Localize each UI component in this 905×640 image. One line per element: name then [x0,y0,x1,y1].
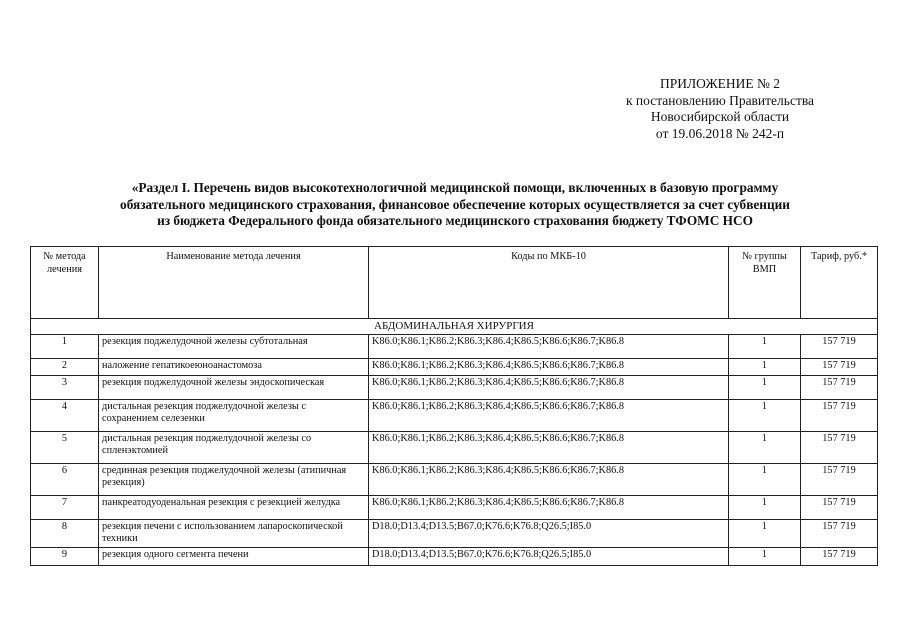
cell-vmp-group: 1 [729,375,801,399]
cell-tariff: 157 719 [801,547,878,565]
cell-method-name: резекция одного сегмента печени [99,547,369,565]
cell-tariff: 157 719 [801,519,878,547]
cell-method-number: 4 [31,399,99,431]
cell-tariff: 157 719 [801,334,878,358]
cell-tariff: 157 719 [801,358,878,375]
cell-vmp-group: 1 [729,519,801,547]
table-row [31,519,878,547]
cell-vmp-group: 1 [729,334,801,358]
header-vmp-group: № группы ВМП [729,247,801,319]
cell-method-name: панкреатодуоденальная резекция с резекцией желудка [99,495,369,519]
header-method-name: Наименование метода лечения [99,247,369,319]
cell-method-number: 3 [31,375,99,399]
appendix-line: от 19.06.2018 № 242-п [655,125,785,141]
cell-method-name: резекция поджелудочной железы эндоскопическая [99,375,369,399]
header-tariff: Тариф, руб.* [801,247,878,319]
document-title [40,180,870,230]
cell-icd-codes: K86.0;K86.1;K86.2;K86.3;K86.4;K86.5;K86.6;K86.7;K86.8 [369,463,729,495]
cell-vmp-group: 1 [729,431,801,463]
cell-method-number: 1 [31,334,99,358]
cell-vmp-group: 1 [729,547,801,565]
cell-icd-codes: K86.0;K86.1;K86.2;K86.3;K86.4;K86.5;K86.6;K86.7;K86.8 [369,334,729,358]
cell-vmp-group: 1 [729,463,801,495]
cell-method-number: 9 [31,547,99,565]
cell-icd-codes: D18.0;D13.4;D13.5;B67.0;K76.6;K76.8;Q26.5;I85.0 [369,519,729,547]
cell-method-number: 6 [31,463,99,495]
section-row [31,319,878,335]
appendix-line: ПРИЛОЖЕНИЕ № 2 [659,76,781,91]
cell-method-name: наложение гепатикоеюноанастомоза [99,358,369,375]
table-row [31,358,878,375]
cell-tariff: 157 719 [801,399,878,431]
cell-icd-codes: K86.0;K86.1;K86.2;K86.3;K86.4;K86.5;K86.6;K86.7;K86.8 [369,431,729,463]
table-row [31,399,878,431]
cell-tariff: 157 719 [801,431,878,463]
cell-tariff: 157 719 [801,375,878,399]
table-row [31,463,878,495]
cell-icd-codes: K86.0;K86.1;K86.2;K86.3;K86.4;K86.5;K86.6;K86.7;K86.8 [369,358,729,375]
cell-icd-codes: K86.0;K86.1;K86.2;K86.3;K86.4;K86.5;K86.6;K86.7;K86.8 [369,375,729,399]
title-line: из бюджета Федерального фонда обязательного медицинского страхования бюджету ТФОМС НСО [157,213,753,228]
cell-tariff: 157 719 [801,463,878,495]
cell-method-name: срединная резекция поджелудочной железы (атипичная резекция) [99,463,369,495]
appendix-header [560,76,880,142]
cell-icd-codes: D18.0;D13.4;D13.5;B67.0;K76.6;K76.8;Q26.5;I85.0 [369,547,729,565]
cell-method-name: резекция поджелудочной железы субтотальная [99,334,369,358]
methods-table [30,246,878,566]
table-row [31,495,878,519]
cell-tariff: 157 719 [801,495,878,519]
cell-icd-codes: K86.0;K86.1;K86.2;K86.3;K86.4;K86.5;K86.6;K86.7;K86.8 [369,399,729,431]
title-line: обязательного медицинского страхования, финансовое обеспечение которых осуществляется за счет субвенции [120,196,790,212]
cell-method-number: 8 [31,519,99,547]
header-icd-codes: Коды по МКБ-10 [369,247,729,319]
table-row [31,334,878,358]
appendix-line: Новосибирской области [650,109,790,124]
cell-vmp-group: 1 [729,495,801,519]
cell-vmp-group: 1 [729,399,801,431]
cell-vmp-group: 1 [729,358,801,375]
cell-icd-codes: K86.0;K86.1;K86.2;K86.3;K86.4;K86.5;K86.6;K86.7;K86.8 [369,495,729,519]
cell-method-number: 5 [31,431,99,463]
cell-method-number: 7 [31,495,99,519]
table-row [31,431,878,463]
header-method-number: № метода лечения [31,247,99,319]
appendix-line: к постановлению Правительства [625,92,815,108]
cell-method-name: дистальная резекция поджелудочной железы с сохранением селезенки [99,399,369,431]
table-row [31,375,878,399]
cell-method-name: дистальная резекция поджелудочной железы со спленэктомией [99,431,369,463]
table-row [31,547,878,565]
section-title: АБДОМИНАЛЬНАЯ ХИРУРГИЯ [31,319,878,335]
title-line: «Раздел I. Перечень видов высокотехнологичной медицинской помощи, включенных в базовую программу [131,180,779,195]
cell-method-name: резекция печени с использованием лапароскопической техники [99,519,369,547]
cell-method-number: 2 [31,358,99,375]
